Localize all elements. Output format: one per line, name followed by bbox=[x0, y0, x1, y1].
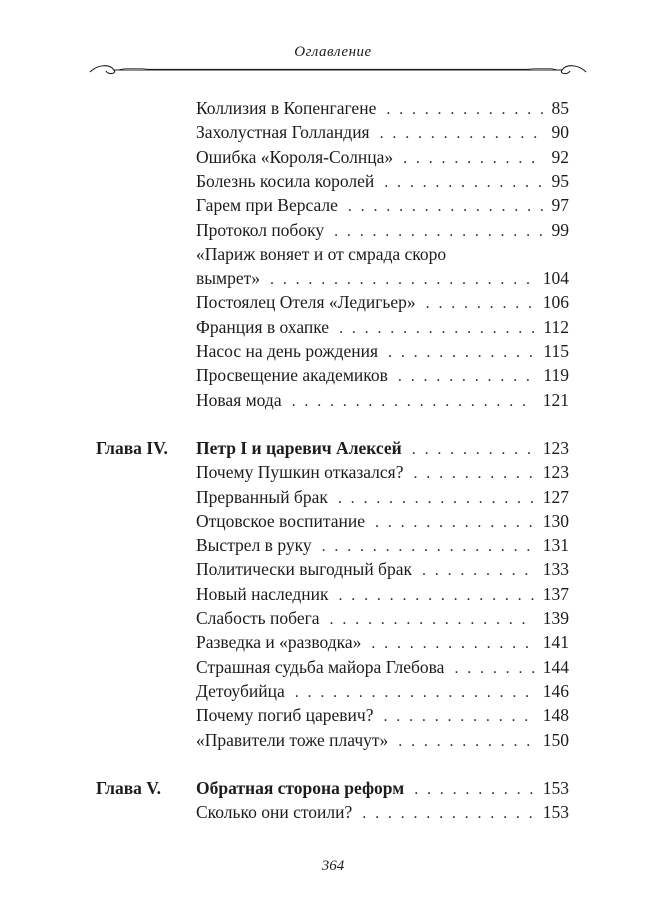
toc-row bbox=[0, 582, 666, 606]
toc-entry bbox=[196, 485, 569, 511]
section-title: Коллизия в Копенгагене bbox=[196, 98, 377, 118]
toc-row bbox=[0, 145, 666, 169]
dot-leader bbox=[426, 292, 535, 316]
chapter-label: Глава IV. bbox=[96, 437, 168, 458]
section-title: Гарем при Версале bbox=[196, 195, 338, 216]
section-title: Почему погиб царевич? bbox=[196, 705, 374, 726]
toc-row bbox=[0, 218, 666, 242]
toc-row bbox=[0, 266, 666, 290]
toc-entry bbox=[196, 557, 569, 583]
header-ornament-rule bbox=[88, 60, 588, 80]
toc-chapter-row bbox=[0, 436, 666, 460]
toc-row bbox=[0, 120, 666, 144]
toc-entry bbox=[196, 533, 569, 559]
toc-entry bbox=[196, 266, 569, 292]
section-title: Протокол побоку bbox=[196, 219, 325, 240]
dot-leader bbox=[384, 171, 543, 195]
dot-leader bbox=[412, 438, 535, 462]
dot-leader bbox=[422, 559, 535, 583]
section-title: Почему Пушкин отказался? bbox=[196, 462, 404, 483]
section-title: Болезнь косила королей bbox=[196, 170, 375, 191]
dot-leader bbox=[348, 195, 544, 219]
dot-leader bbox=[334, 220, 543, 244]
toc-page-number: 127 bbox=[542, 486, 569, 507]
dot-leader bbox=[414, 778, 535, 802]
toc-row bbox=[0, 290, 666, 314]
toc-row bbox=[0, 315, 666, 339]
section-title: Новая мода bbox=[196, 389, 282, 410]
section-title: Захолустная Голландия bbox=[196, 122, 370, 143]
dot-leader bbox=[414, 462, 535, 486]
toc-page-number: 90 bbox=[551, 122, 569, 143]
dot-leader bbox=[270, 268, 535, 292]
section-title: «Правители тоже плачут» bbox=[196, 729, 389, 750]
section-title: Просвещение академиков bbox=[196, 365, 388, 386]
toc-page-number: 153 bbox=[542, 802, 569, 823]
toc-entry bbox=[196, 193, 569, 219]
toc-page-number: 141 bbox=[542, 632, 569, 653]
dot-leader bbox=[384, 705, 535, 729]
section-title: Прерванный брак bbox=[196, 486, 328, 507]
toc-page-number: 139 bbox=[542, 608, 569, 628]
toc-row bbox=[0, 96, 666, 120]
toc-page-number: 121 bbox=[542, 389, 569, 410]
toc-row bbox=[0, 630, 666, 654]
toc-page-number: 115 bbox=[543, 341, 569, 361]
chapter-label: Глава V. bbox=[96, 777, 162, 798]
toc-page-number: 123 bbox=[542, 462, 569, 483]
toc-row bbox=[0, 242, 666, 266]
dot-leader bbox=[295, 681, 535, 705]
toc-page-number: 148 bbox=[542, 705, 569, 726]
toc-page-number: 95 bbox=[551, 170, 569, 191]
toc-page-number: 92 bbox=[551, 146, 569, 167]
section-title: Новый наследник bbox=[196, 583, 329, 604]
toc-entry bbox=[196, 96, 569, 122]
toc-page-number: 85 bbox=[551, 98, 569, 118]
toc-entry bbox=[196, 776, 569, 802]
dot-leader bbox=[398, 730, 534, 754]
toc-row bbox=[0, 169, 666, 193]
toc-entry bbox=[196, 800, 569, 826]
toc-entry bbox=[196, 436, 569, 462]
section-title: Детоубийца bbox=[196, 680, 285, 701]
dot-leader bbox=[398, 365, 535, 389]
toc-row bbox=[0, 363, 666, 387]
section-title: Ошибка «Короля-Солнца» bbox=[196, 146, 394, 167]
toc-entry bbox=[196, 242, 569, 266]
dot-leader bbox=[322, 535, 535, 559]
toc-page-number: 146 bbox=[542, 680, 569, 701]
dot-leader bbox=[386, 98, 543, 122]
toc-row bbox=[0, 703, 666, 727]
toc-page-number: 104 bbox=[542, 268, 569, 289]
dot-leader bbox=[380, 122, 544, 146]
toc-entry bbox=[196, 363, 569, 389]
section-title: Отцовское воспитание bbox=[196, 510, 366, 531]
dot-leader bbox=[338, 584, 534, 608]
toc-row bbox=[0, 606, 666, 630]
toc-entry bbox=[196, 655, 569, 681]
toc-page-number: 153 bbox=[542, 777, 569, 798]
section-title: Сколько они стоили? bbox=[196, 802, 353, 823]
dot-leader bbox=[338, 487, 535, 511]
toc-row bbox=[0, 533, 666, 557]
dot-leader bbox=[454, 657, 534, 681]
toc-row bbox=[0, 460, 666, 484]
running-head: Оглавление bbox=[294, 44, 372, 60]
dot-leader bbox=[371, 632, 534, 656]
section-title: Страшная судьба майора Глебова bbox=[196, 656, 445, 677]
dot-leader bbox=[339, 317, 535, 341]
toc-page-number: 99 bbox=[551, 219, 569, 240]
toc-entry bbox=[196, 120, 569, 146]
toc-page-number: 133 bbox=[542, 559, 569, 580]
section-title: Постоялец Отеля «Ледигьер» bbox=[196, 292, 416, 313]
toc-entry bbox=[196, 703, 569, 729]
toc-entry bbox=[196, 290, 569, 316]
dot-leader bbox=[292, 390, 535, 414]
toc-entry bbox=[196, 315, 569, 341]
toc-row bbox=[0, 557, 666, 581]
section-title: Политически выгодный брак bbox=[196, 559, 412, 580]
section-title: «Париж воняет и от смрада скоро bbox=[196, 243, 447, 264]
toc-row bbox=[0, 800, 666, 824]
toc-row bbox=[0, 339, 666, 363]
toc-row bbox=[0, 485, 666, 509]
toc-page-number: 123 bbox=[542, 437, 569, 458]
toc-row bbox=[0, 655, 666, 679]
toc-entry bbox=[196, 679, 569, 705]
toc-row bbox=[0, 679, 666, 703]
toc-page-number: 119 bbox=[543, 365, 569, 386]
toc-entry bbox=[196, 509, 569, 535]
chapter-title: Петр I и царевич Алексей bbox=[196, 437, 402, 458]
toc-page-number: 144 bbox=[542, 656, 569, 677]
toc-page-number: 130 bbox=[542, 510, 569, 531]
toc-page-number: 137 bbox=[542, 583, 569, 604]
toc-entry bbox=[196, 606, 569, 632]
section-title: Выстрел в руку bbox=[196, 535, 312, 556]
chapter-title: Обратная сторона реформ bbox=[196, 777, 405, 798]
toc-entry bbox=[196, 460, 569, 486]
toc-page-number: 131 bbox=[542, 535, 569, 556]
toc-entry bbox=[196, 169, 569, 195]
toc-entry bbox=[196, 218, 569, 244]
toc-page-number: 112 bbox=[543, 316, 569, 337]
toc-entry bbox=[196, 388, 569, 414]
section-title: Разведка и «разводка» bbox=[196, 632, 362, 653]
toc-entry bbox=[196, 630, 569, 656]
toc-entry bbox=[196, 145, 569, 171]
toc-row bbox=[0, 388, 666, 412]
dot-leader bbox=[362, 802, 534, 826]
toc-entry bbox=[196, 728, 569, 754]
section-title: Насос на день рождения bbox=[196, 341, 379, 361]
section-title: вымрет» bbox=[196, 268, 261, 289]
dot-leader bbox=[375, 511, 535, 535]
dot-leader bbox=[403, 147, 543, 171]
section-title: Слабость побега bbox=[196, 608, 320, 628]
toc-page-number: 150 bbox=[542, 729, 569, 750]
toc-chapter-row bbox=[0, 776, 666, 800]
dot-leader bbox=[330, 608, 535, 632]
toc-row bbox=[0, 193, 666, 217]
toc-page-number: 97 bbox=[551, 195, 569, 216]
toc-entry bbox=[196, 339, 569, 365]
toc-entry bbox=[196, 582, 569, 608]
dot-leader bbox=[388, 341, 535, 365]
toc-row bbox=[0, 728, 666, 752]
page-number: 364 bbox=[321, 858, 345, 874]
toc-page-number: 106 bbox=[542, 292, 569, 313]
section-title: Франция в охапке bbox=[196, 316, 330, 337]
toc-row bbox=[0, 509, 666, 533]
